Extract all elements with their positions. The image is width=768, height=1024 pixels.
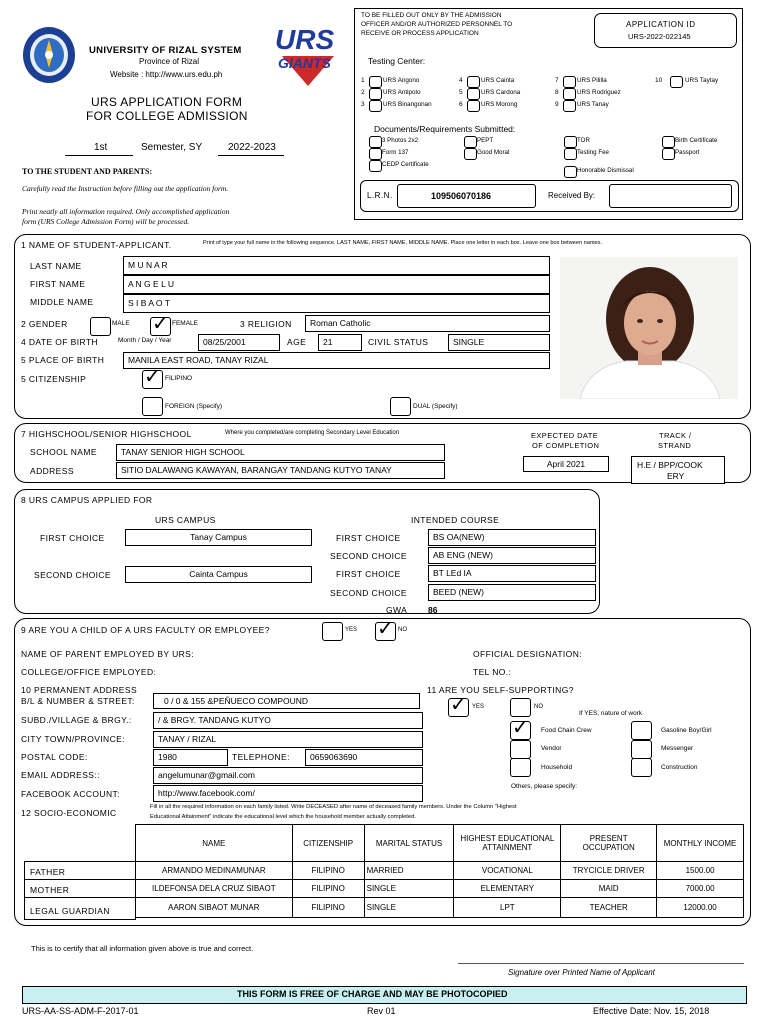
course1-second-label: SECOND CHOICE — [330, 551, 407, 561]
testing-center-number: 8 — [555, 89, 559, 96]
permanent-address-label: 10 PERMANENT ADDRESS — [21, 685, 138, 695]
school-name-field[interactable]: TANAY SENIOR HIGH SCHOOL — [116, 444, 445, 461]
testing-center-checkbox[interactable] — [369, 100, 382, 112]
citizenship-foreign-checkbox[interactable] — [142, 397, 163, 416]
testing-center-label: URS Morong — [481, 101, 518, 108]
s1-note: Print of type your full name in the following sequence. LAST NAME, FIRST NAME, MIDDLE NAME. Place one letter in each box. Leave one box between names. — [203, 240, 603, 246]
campus-second-choice-label: SECOND CHOICE — [34, 570, 111, 580]
school-year-underline — [218, 155, 284, 156]
first-name-label: FIRST NAME — [30, 279, 86, 289]
testing-center-number: 5 — [459, 89, 463, 96]
s1-title: 1 NAME OF STUDENT-APPLICANT. — [21, 240, 172, 250]
socio-economic-label: 12 SOCIO-ECONOMIC — [21, 808, 117, 818]
religion-label: 3 RELIGION — [240, 319, 292, 329]
others-specify-label: Others, please specify: — [511, 783, 578, 790]
father-income[interactable]: 1500.00 — [657, 862, 744, 880]
school-year-value: 2022-2023 — [228, 142, 276, 153]
first-name-field[interactable]: A N G E L U — [123, 275, 550, 294]
application-id-label: APPLICATION ID — [626, 20, 696, 29]
campus-second-choice-field[interactable]: Cainta Campus — [125, 566, 312, 583]
testing-center-label: URS Antipolo — [383, 89, 421, 96]
city-label: CITY TOWN/PROVINCE: — [21, 734, 125, 744]
logo-text-urs: URS — [275, 24, 335, 55]
mother-occupation[interactable]: MAID — [561, 880, 657, 898]
testing-center-label: URS Rodriguez — [577, 89, 621, 96]
testing-center-number: 3 — [361, 101, 365, 108]
document-label: TOR — [577, 137, 590, 144]
gender-male-checkbox[interactable] — [90, 317, 111, 336]
job-household-checkbox[interactable] — [510, 758, 531, 777]
completion-date-field[interactable]: April 2021 — [523, 456, 609, 472]
testing-center-number: 4 — [459, 77, 463, 84]
college-office-label: COLLEGE/OFFICE EMPLOYED: — [21, 667, 157, 677]
guardian-occupation[interactable]: TEACHER — [561, 898, 657, 918]
track-label-1: TRACK / — [659, 431, 692, 440]
citizenship-dual-label: DUAL (Specify) — [413, 403, 458, 410]
col-income-header: MONTHLY INCOME — [657, 825, 744, 862]
document-label: Honorable Dismissal — [577, 167, 634, 174]
testing-center-checkbox[interactable] — [467, 76, 480, 88]
urs-child-no-checkbox[interactable] — [375, 618, 396, 641]
street-label: B/L & NUMBER & STREET: — [21, 696, 135, 706]
self-supporting-no-checkbox[interactable] — [510, 698, 531, 717]
col-name-header: NAME — [136, 825, 293, 862]
religion-field[interactable]: Roman Catholic — [305, 315, 550, 332]
email-field[interactable]: angelumunar@gmail.com — [153, 767, 423, 784]
course-heading: INTENDED COURSE — [411, 515, 500, 525]
father-education[interactable]: VOCATIONAL — [454, 862, 561, 880]
document-checkbox[interactable] — [464, 136, 477, 148]
relation-father: FATHER — [30, 867, 66, 877]
course1-second-field[interactable]: AB ENG (NEW) — [428, 547, 596, 564]
document-checkbox[interactable] — [564, 136, 577, 148]
testing-center-label: Testing Center: — [368, 56, 426, 66]
col-marital-header: MARITAL STATUS — [364, 825, 454, 862]
age-field[interactable]: 21 — [318, 334, 362, 351]
track-label-2: STRAND — [658, 441, 692, 450]
father-name[interactable]: ARMANDO MEDINAMUNAR — [136, 862, 293, 880]
last-name-label: LAST NAME — [30, 261, 82, 271]
school-address-label: ADDRESS — [30, 466, 74, 476]
applicant-photo — [560, 257, 738, 399]
s8-title: 8 URS CAMPUS APPLIED FOR — [21, 495, 153, 505]
instructions-line2: Print neatly all information required. Only accomplished application — [22, 207, 230, 216]
document-checkbox[interactable] — [564, 148, 577, 160]
testing-center-checkbox[interactable] — [563, 100, 576, 112]
testing-center-checkbox[interactable] — [670, 76, 683, 88]
testing-center-checkbox[interactable] — [467, 100, 480, 112]
dob-label: 4 DATE OF BIRTH — [21, 337, 99, 347]
gender-female-label: FEMALE — [172, 320, 199, 327]
job-messenger-checkbox[interactable] — [631, 740, 652, 759]
university-name: UNIVERSITY OF RIZAL SYSTEM — [89, 45, 242, 56]
expected-date-label-2: OF COMPLETION — [532, 441, 600, 450]
course2-second-label: SECOND CHOICE — [330, 588, 407, 598]
check-icon: ✓ — [450, 694, 467, 716]
job-construction-checkbox[interactable] — [631, 758, 652, 777]
check-icon: ✓ — [152, 313, 169, 335]
facebook-field[interactable]: http://www.facebook.com/ — [153, 785, 423, 802]
check-icon: ✓ — [512, 717, 529, 739]
testing-center-number: 6 — [459, 101, 463, 108]
mother-name[interactable]: ILDEFONSA DELA CRUZ SIBAOT — [136, 880, 293, 898]
col-occupation-header: PRESENT OCCUPATION — [561, 825, 657, 862]
father-occupation[interactable]: TRYCICLE DRIVER — [561, 862, 657, 880]
self-supporting-yes-checkbox[interactable] — [448, 694, 469, 717]
instructions-line1: Carefully read the Instruction before filling out the application form. — [22, 184, 229, 193]
urs-child-yes-checkbox[interactable] — [322, 622, 343, 641]
testing-center-checkbox[interactable] — [563, 88, 576, 100]
track-strand-value-2: ERY — [667, 471, 685, 481]
nature-of-work-label: If YES, nature of work — [579, 710, 643, 717]
form-revision: Rev 01 — [367, 1006, 396, 1016]
telephone-field[interactable]: 0659063690 — [305, 749, 423, 766]
middle-name-label: MIDDLE NAME — [30, 297, 94, 307]
relation-guardian: LEGAL GUARDIAN — [30, 906, 110, 916]
middle-name-field[interactable]: S I B A O T — [123, 294, 550, 313]
citizenship-label: 5 CITIZENSHIP — [21, 374, 87, 384]
job-gasoline-label: Gasoline Boy/Girl — [661, 727, 712, 734]
family-table — [135, 824, 744, 918]
gender-label: 2 GENDER — [21, 319, 68, 329]
document-label: Testing Fee — [577, 149, 609, 156]
school-name-label: SCHOOL NAME — [30, 447, 97, 457]
website-text: Website : http://www.urs.edu.ph — [110, 70, 223, 79]
document-label: PEPT — [477, 137, 494, 144]
job-construction-label: Construction — [661, 764, 698, 771]
campus-heading: URS CAMPUS — [155, 515, 216, 525]
mother-income[interactable]: 7000.00 — [657, 880, 744, 898]
testing-center-number: 1 — [361, 77, 365, 84]
table-row — [136, 862, 744, 880]
course1-first-field[interactable]: BS OA(NEW) — [428, 529, 596, 546]
citizenship-dual-checkbox[interactable] — [390, 397, 411, 416]
logo-text-giants: GIANTS — [278, 55, 331, 71]
check-icon: ✓ — [144, 366, 161, 388]
postal-code-label: POSTAL CODE: — [21, 752, 88, 762]
subdivision-field[interactable]: / & BRGY. TANDANG KUTYO — [153, 712, 423, 729]
facebook-label: FACEBOOK ACCOUNT: — [21, 789, 120, 799]
col-citizenship-header: CITIZENSHIP — [292, 825, 364, 862]
telephone-label: TELEPHONE: — [232, 752, 290, 762]
job-vendor-label: Vendor — [541, 745, 562, 752]
testing-center-checkbox[interactable] — [369, 76, 382, 88]
document-checkbox[interactable] — [369, 136, 382, 148]
check-icon: ✓ — [377, 618, 394, 640]
document-checkbox[interactable] — [662, 148, 675, 160]
relation-mother: MOTHER — [30, 885, 70, 895]
testing-center-checkbox[interactable] — [563, 76, 576, 88]
job-vendor-checkbox[interactable] — [510, 740, 531, 759]
pob-field[interactable]: MANILA EAST ROAD, TANAY RIZAL — [123, 352, 550, 369]
table-row — [136, 898, 744, 918]
expected-date-label-1: EXPECTED DATE — [531, 431, 599, 440]
form-title-line2: FOR COLLEGE ADMISSION — [86, 109, 248, 123]
city-field[interactable]: TANAY / RIZAL — [153, 731, 423, 748]
civil-status-field[interactable]: SINGLE — [448, 334, 550, 351]
course2-first-label: FIRST CHOICE — [336, 569, 401, 579]
guardian-citizenship[interactable]: FILIPINO — [292, 898, 364, 918]
track-strand-value-1: H.E / BPP/COOK — [637, 460, 703, 470]
semester-underline — [65, 155, 133, 156]
self-supporting-yes-label: YES — [472, 704, 485, 710]
self-supporting-no-label: NO — [534, 704, 543, 710]
document-label: Form 137 — [382, 149, 409, 156]
lrn-value: 109506070186 — [431, 191, 492, 201]
admin-notice-3: RECEIVE OR PROCESS APPLICATION — [361, 30, 479, 37]
province-text: Province of Rizal — [139, 57, 200, 66]
form-code: URS-AA-SS-ADM-F-2017-01 — [22, 1006, 139, 1016]
testing-center-number: 9 — [555, 101, 559, 108]
civil-status-label: CIVIL STATUS — [368, 337, 429, 347]
testing-center-label: URS Cainta — [481, 77, 515, 84]
mother-marital[interactable]: SINGLE — [364, 880, 454, 898]
course2-second-field[interactable]: BEED (NEW) — [428, 584, 596, 601]
tel-no-label: TEL NO.: — [473, 667, 512, 677]
form-title-line1: URS APPLICATION FORM — [91, 95, 243, 109]
admin-notice-1: TO BE FILLED OUT ONLY BY THE ADMISSION — [361, 12, 502, 19]
document-label: 3 Photos 2x2 — [382, 137, 419, 144]
family-table-header — [136, 825, 744, 862]
instructions-heading: TO THE STUDENT AND PARENTS: — [22, 167, 153, 176]
subdivision-label: SUBD./VILLAGE & BRGY.: — [21, 715, 132, 725]
semester-label: Semester, SY — [141, 142, 203, 153]
urs-seal-logo — [22, 26, 76, 84]
urs-child-no-label: NO — [398, 627, 407, 633]
testing-center-number: 7 — [555, 77, 559, 84]
job-gasoline-checkbox[interactable] — [631, 721, 652, 740]
job-food-chain-checkbox[interactable] — [510, 717, 531, 740]
gender-female-checkbox[interactable] — [150, 313, 171, 336]
document-checkbox[interactable] — [464, 148, 477, 160]
pob-label: 5 PLACE OF BIRTH — [21, 355, 105, 365]
self-supporting-label: 11 ARE YOU SELF-SUPPORTING? — [427, 685, 574, 695]
signature-label: Signature over Printed Name of Applicant — [508, 968, 655, 977]
citizenship-filipino-label: FILIPINO — [165, 375, 193, 382]
document-checkbox[interactable] — [662, 136, 675, 148]
testing-center-number: 2 — [361, 89, 365, 96]
admin-notice-2: OFFICER AND/OR AUTHORIZED PERSONNEL TO — [361, 21, 513, 28]
testing-center-label: URS Cardona — [481, 89, 521, 96]
father-marital[interactable]: MARRIED — [364, 862, 454, 880]
mother-education[interactable]: ELEMENTARY — [454, 880, 561, 898]
lrn-label: L.R.N. — [367, 191, 393, 200]
testing-center-checkbox[interactable] — [467, 88, 480, 100]
semester-value: 1st — [94, 142, 108, 153]
testing-center-label: URS Angono — [383, 77, 420, 84]
gwa-value: 86 — [428, 605, 438, 615]
guardian-income[interactable]: 12000.00 — [657, 898, 744, 918]
citizenship-foreign-label: FOREIGN (Specify) — [165, 403, 223, 410]
street-field[interactable]: 0 / 0 & 155 &PEÑUECO COMPOUND — [153, 693, 420, 709]
designation-label: OFFICIAL DESIGNATION: — [473, 649, 582, 659]
instructions-line3: form (URS College Admission Form) will be processed. — [22, 217, 190, 226]
testing-center-label: URS Taytay — [685, 77, 719, 84]
campus-first-choice-field[interactable]: Tanay Campus — [125, 529, 312, 546]
job-messenger-label: Messenger — [661, 745, 694, 752]
last-name-field[interactable]: M U N A R — [123, 256, 550, 275]
mother-citizenship[interactable]: FILIPINO — [292, 880, 364, 898]
free-of-charge-text: THIS FORM IS FREE OF CHARGE AND MAY BE PHOTOCOPIED — [237, 989, 508, 999]
parent-employed-label: NAME OF PARENT EMPLOYED BY URS: — [21, 649, 194, 659]
document-checkbox[interactable] — [369, 148, 382, 160]
document-label: CEDP Certificate — [382, 161, 429, 168]
document-checkbox[interactable] — [369, 160, 382, 172]
urs-giants-logo — [272, 26, 344, 88]
campus-first-choice-label: FIRST CHOICE — [40, 533, 105, 543]
document-label: Passport — [675, 149, 700, 156]
course1-first-label: FIRST CHOICE — [336, 533, 401, 543]
effective-date: Effective Date: Nov. 15, 2018 — [593, 1006, 710, 1016]
course2-first-field[interactable]: BT LEd IA — [428, 565, 596, 582]
age-label: AGE — [287, 337, 307, 347]
father-citizenship[interactable]: FILIPINO — [292, 862, 364, 880]
dob-hint: Month / Day / Year — [118, 337, 172, 344]
socio-note-2: Educational Attainment" indicate the educational level which the household member actually completed. — [150, 814, 416, 820]
document-checkbox[interactable] — [564, 166, 577, 178]
certify-text: This is to certify that all information given above is true and correct. — [31, 944, 254, 953]
received-by-label: Received By: — [548, 191, 596, 200]
guardian-marital[interactable]: SINGLE — [364, 898, 454, 918]
s7-title: 7 HIGHSCHOOL/SENIOR HIGHSCHOOL — [21, 429, 192, 439]
job-household-label: Household — [541, 764, 573, 771]
gwa-label: GWA — [386, 605, 408, 615]
gender-male-label: MALE — [112, 320, 130, 327]
col-education-header: HIGHEST EDUCATIONAL ATTAINMENT — [454, 825, 561, 862]
documents-label: Documents/Requirements Submitted: — [374, 124, 516, 134]
postal-code-field[interactable]: 1980 — [153, 749, 228, 766]
s9-title: 9 ARE YOU A CHILD OF A URS FACULTY OR EMPLOYEE? — [21, 625, 270, 635]
signature-line[interactable] — [458, 963, 744, 964]
table-row — [136, 880, 744, 898]
received-by-field[interactable] — [609, 184, 732, 208]
urs-child-yes-label: YES — [345, 627, 358, 633]
guardian-education[interactable]: LPT — [454, 898, 561, 918]
testing-center-number: 10 — [655, 77, 663, 84]
s7-note: Where you completed/are completing Secondary Level Education — [225, 430, 400, 436]
email-label: EMAIL ADDRESS:: — [21, 770, 100, 780]
socio-note-1: Fill in all the required information on each family listed. Write DECEASED after name of deceased family members. Under the Column "Highest — [150, 804, 517, 810]
dob-field[interactable]: 08/25/2001 — [198, 334, 280, 351]
testing-center-label: URS Pililla — [577, 77, 607, 84]
testing-center-checkbox[interactable] — [369, 88, 382, 100]
application-id-box — [594, 13, 737, 48]
testing-center-label: URS Binangonan — [383, 101, 432, 108]
testing-center-label: URS Tanay — [577, 101, 609, 108]
document-label: Birth Certificate — [675, 137, 718, 144]
document-label: Good Moral — [477, 149, 510, 156]
guardian-name[interactable]: AARON SIBAOT MUNAR — [136, 898, 293, 918]
job-food-chain-label: Food Chain Crew — [541, 727, 592, 734]
citizenship-filipino-checkbox[interactable] — [142, 366, 163, 389]
application-id-value: URS-2022-022145 — [628, 32, 691, 41]
school-address-field[interactable]: SITIO DALAWANG KAWAYAN, BARANGAY TANDANG KUTYO TANAY — [116, 462, 445, 479]
